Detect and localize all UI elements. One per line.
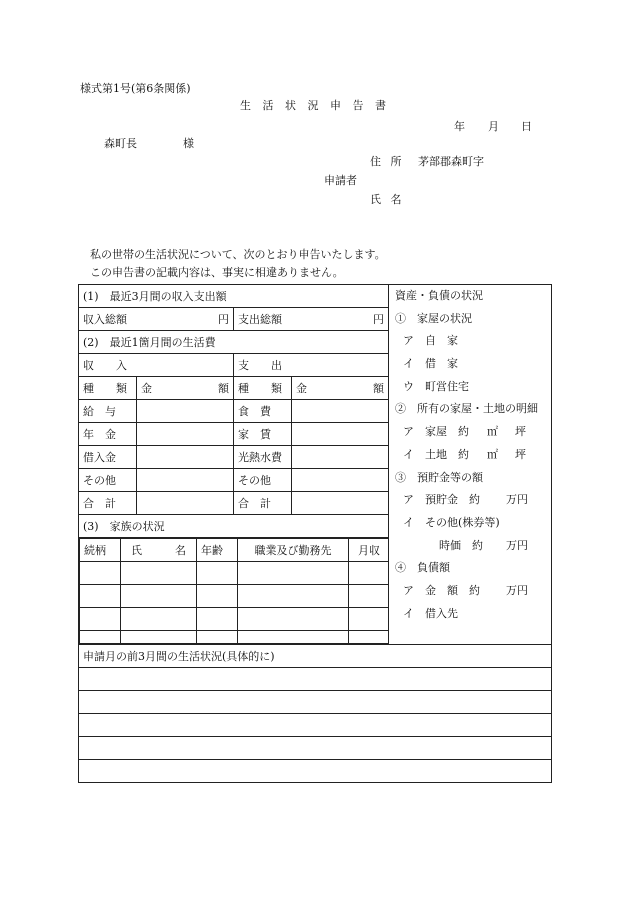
expense-total-yen: 円 xyxy=(373,313,385,326)
building-label: ア 家屋 約 xyxy=(403,425,470,439)
income-amount-header xyxy=(137,377,234,400)
family-row[interactable] xyxy=(80,585,389,608)
family-table xyxy=(79,538,389,644)
expense-amount-header-right: 額 xyxy=(373,382,385,395)
income-row-other: その他 xyxy=(79,469,137,492)
debt-amount-row[interactable] xyxy=(389,580,551,603)
building-tsubo-unit: 坪 xyxy=(515,425,527,439)
expense-row-other: その他 xyxy=(234,469,292,492)
family-cell[interactable] xyxy=(238,562,349,585)
family-row[interactable] xyxy=(80,608,389,631)
section3-heading: (3) 家族の状況 xyxy=(79,515,389,538)
debt-amount-label: ア 金 額 約 xyxy=(403,583,481,597)
town-house-option[interactable]: ウ 町営住宅 xyxy=(403,379,470,393)
family-cell[interactable] xyxy=(197,585,238,608)
addressee: 森町長 xyxy=(104,137,137,150)
expense-total-label: 支出総額 xyxy=(238,313,282,326)
income-amount-other[interactable] xyxy=(137,469,234,492)
market-value-label: 時価 約 xyxy=(439,538,484,552)
date-month: 月 xyxy=(488,120,499,133)
family-cell[interactable] xyxy=(121,562,197,585)
family-table-cell xyxy=(79,538,389,645)
expense-amount-header xyxy=(292,377,389,400)
living-status-line[interactable] xyxy=(79,760,552,783)
debt-heading: ④ 負債額 xyxy=(395,561,451,575)
expense-total-cell[interactable] xyxy=(234,308,389,331)
expense-amount-food[interactable] xyxy=(292,400,389,423)
family-cell[interactable] xyxy=(80,585,121,608)
assets-panel xyxy=(389,285,552,645)
family-col-name-right: 名 xyxy=(175,544,186,557)
family-cell[interactable] xyxy=(349,608,389,631)
market-value-row[interactable] xyxy=(389,535,551,558)
date-year: 年 xyxy=(454,120,465,133)
family-cell[interactable] xyxy=(121,631,197,644)
other-assets-label: イ その他(株券等) xyxy=(403,515,500,529)
income-row-loan: 借入金 xyxy=(79,446,137,469)
income-amount-total[interactable] xyxy=(137,492,234,515)
family-cell[interactable] xyxy=(197,631,238,644)
income-total-label: 収入総額 xyxy=(83,313,127,326)
expense-row-food: 食 費 xyxy=(234,400,292,423)
family-row[interactable] xyxy=(80,562,389,585)
deposits-unit: 万円 xyxy=(506,493,529,507)
income-row-total: 合 計 xyxy=(79,492,137,515)
debt-amount-unit: 万円 xyxy=(506,583,529,597)
applicant-label: 申請者 xyxy=(324,174,357,187)
family-cell[interactable] xyxy=(197,608,238,631)
family-col-name-left: 氏 xyxy=(131,544,142,557)
assets-heading: 資産・負債の状況 xyxy=(395,289,484,302)
statement-line-2: この申告書の記載内容は、事実に相違ありません。 xyxy=(90,266,344,279)
property-heading: ② 所有の家屋・土地の明細 xyxy=(395,402,539,416)
family-cell[interactable] xyxy=(349,631,389,644)
section1-heading: (1) 最近3月間の収入支出額 xyxy=(79,285,389,308)
expense-amount-header-left: 金 xyxy=(296,382,307,395)
living-status-line[interactable] xyxy=(79,691,552,714)
address-label: 住 所 xyxy=(370,155,405,168)
house-status-heading: ① 家屋の状況 xyxy=(395,311,473,325)
income-amount-salary[interactable] xyxy=(137,400,234,423)
building-sqm-unit: ㎡ xyxy=(487,425,499,439)
income-kind-header: 種 類 xyxy=(79,377,137,400)
building-area-row[interactable] xyxy=(389,421,551,444)
family-col-age: 年齢 xyxy=(197,539,238,562)
address-value: 茅部郡森町字 xyxy=(418,155,484,168)
section2-heading: (2) 最近1箇月間の生活費 xyxy=(79,331,389,354)
expense-row-rent: 家 賃 xyxy=(234,423,292,446)
income-amount-header-left: 金 xyxy=(141,382,152,395)
land-area-row[interactable] xyxy=(389,444,551,467)
expense-row-utilities: 光熱水費 xyxy=(234,446,292,469)
income-total-cell[interactable] xyxy=(79,308,234,331)
family-cell[interactable] xyxy=(238,585,349,608)
application-form-table xyxy=(78,284,552,783)
family-cell[interactable] xyxy=(80,608,121,631)
family-cell[interactable] xyxy=(349,562,389,585)
expense-amount-total[interactable] xyxy=(292,492,389,515)
family-row[interactable] xyxy=(80,631,389,644)
income-amount-loan[interactable] xyxy=(137,446,234,469)
name-label: 氏 名 xyxy=(370,193,405,206)
statement-line-1: 私の世帯の生活状況について、次のとおり申告いたします。 xyxy=(90,248,386,261)
income-row-salary: 給 与 xyxy=(79,400,137,423)
family-cell[interactable] xyxy=(238,631,349,644)
living-status-line[interactable] xyxy=(79,668,552,691)
income-total-yen: 円 xyxy=(218,313,229,326)
family-col-relation: 続柄 xyxy=(80,539,121,562)
form-number: 様式第1号(第6条関係) xyxy=(80,82,191,95)
deposits-label: ア 預貯金 約 xyxy=(403,493,481,507)
expense-column-heading: 支 出 xyxy=(234,354,389,377)
income-row-pension: 年 金 xyxy=(79,423,137,446)
savings-heading: ③ 預貯金等の額 xyxy=(395,470,484,484)
income-column-heading: 収 入 xyxy=(79,354,234,377)
market-value-unit: 万円 xyxy=(506,538,529,552)
honorific: 様 xyxy=(183,137,194,150)
family-cell[interactable] xyxy=(80,562,121,585)
living-status-line[interactable] xyxy=(79,714,552,737)
expense-kind-header: 種 類 xyxy=(234,377,292,400)
income-amount-header-right: 額 xyxy=(218,382,229,395)
rented-house-option[interactable]: イ 借 家 xyxy=(403,357,459,371)
own-house-option[interactable]: ア 自 家 xyxy=(403,334,459,348)
family-cell[interactable] xyxy=(121,585,197,608)
living-status-line[interactable] xyxy=(79,737,552,760)
land-sqm-unit: ㎡ xyxy=(487,447,499,461)
expense-row-total: 合 計 xyxy=(234,492,292,515)
family-cell[interactable] xyxy=(197,562,238,585)
creditor-label[interactable]: イ 借入先 xyxy=(403,606,459,620)
family-col-name xyxy=(121,539,197,562)
expense-amount-other[interactable] xyxy=(292,469,389,492)
date-day: 日 xyxy=(521,120,532,133)
land-tsubo-unit: 坪 xyxy=(515,447,527,461)
land-label: イ 土地 約 xyxy=(403,447,470,461)
living-status-heading: 申請月の前3月間の生活状況(具体的に) xyxy=(79,645,552,668)
expense-amount-utilities[interactable] xyxy=(292,446,389,469)
family-cell[interactable] xyxy=(238,608,349,631)
deposits-row[interactable] xyxy=(389,489,551,512)
expense-amount-rent[interactable] xyxy=(292,423,389,446)
family-cell[interactable] xyxy=(349,585,389,608)
family-cell[interactable] xyxy=(80,631,121,644)
family-col-occupation: 職業及び勤務先 xyxy=(238,539,349,562)
family-col-income: 月収 xyxy=(349,539,389,562)
income-amount-pension[interactable] xyxy=(137,423,234,446)
family-cell[interactable] xyxy=(121,608,197,631)
page-title: 生 活 状 況 申 告 書 xyxy=(240,99,390,112)
